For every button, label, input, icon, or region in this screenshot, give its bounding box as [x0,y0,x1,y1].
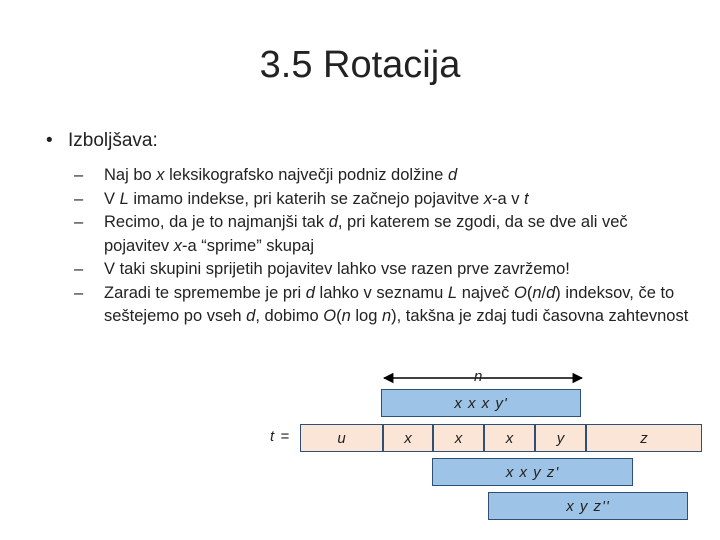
italic-symbol: d [546,283,556,302]
cell-x1 [383,424,433,452]
t-label: t = [270,428,291,445]
subbullet-text: leksikografsko največji podniz dolžine [164,166,448,184]
cell-x2 [433,424,484,452]
subbullet-dash: – [74,189,84,208]
subbullet-text: , pri katerem se zgodi, da se dve ali več pojavitev [104,213,628,255]
subbullet-text: V [104,189,120,208]
subbullet-text: Recimo, da je to najmanjši tak [104,213,329,231]
subbullet-text: -a “sprime” skupaj [181,236,315,255]
italic-symbol: n [341,307,351,325]
subbullet-text: ) indeksov, če to seštejemo po vseh [104,283,675,325]
subbullet-text: ( [526,283,533,302]
italic-symbol: O [513,283,527,302]
cell-u [300,424,383,452]
italic-symbol: x [173,236,182,255]
n-label: n [474,368,484,385]
italic-symbol: d [447,166,458,184]
cell-x2-label: x [454,429,463,447]
cell-y-label: y [556,429,565,447]
cell-x3-label: x [505,429,514,447]
subbullet-text: V taki skupini sprijetih pojavitev lahko vse razen prve zavržemo! [104,260,570,278]
subbullet-dash: – [74,260,84,278]
subbullet-text: največ [457,283,514,302]
xxyz-block [432,458,633,486]
subbullet-text: log [350,307,382,325]
italic-symbol: d [328,213,338,231]
cell-y [535,424,586,452]
italic-symbol: n [381,307,392,325]
subbullet-text: , dobimo [255,307,324,325]
italic-symbol: d [305,283,315,302]
italic-symbol: x [156,166,165,184]
cell-z [586,424,702,452]
subbullet-text: / [541,283,547,302]
subbullet-text: imamo indekse, pri katerih se začnejo pojavitve [128,189,484,208]
italic-symbol: L [119,189,129,208]
subbullet-text: Zaradi te spremembe je pri [104,283,306,302]
italic-symbol: d [246,307,256,325]
subbullet-text: -a v [491,189,525,208]
subbullet-dash: – [74,213,84,231]
subbullet-text: ), takšna je zdaj tudi časovna zahtevnost [391,307,689,325]
xyz-label: x y z'' [566,497,610,515]
italic-symbol: O [323,307,337,325]
italic-symbol: n [532,283,542,302]
main-bullet-text: Izboljšava: [68,130,158,151]
subbullet-text: ( [336,307,342,325]
cell-x1-label: x [404,429,412,447]
xxyz-label: x x y z' [505,463,560,481]
subbullet-text: lahko v seznamu [314,283,448,302]
slide-title: 3.5 Rotacija [259,44,461,86]
cell-u-label: u [337,429,346,447]
xxxy-block [381,389,581,417]
subbullet-dash: – [74,283,84,302]
xyz-block [488,492,688,520]
subbullet-dash: – [74,166,84,184]
italic-symbol: t [524,189,529,208]
cell-z-label: z [640,429,648,447]
xxxy-label: x x x y' [454,394,508,412]
bullet-dot: • [46,130,53,151]
cell-x3 [484,424,535,452]
italic-symbol: L [447,283,458,302]
subbullet-text: Naj bo [104,166,157,184]
italic-symbol: x [483,189,492,208]
